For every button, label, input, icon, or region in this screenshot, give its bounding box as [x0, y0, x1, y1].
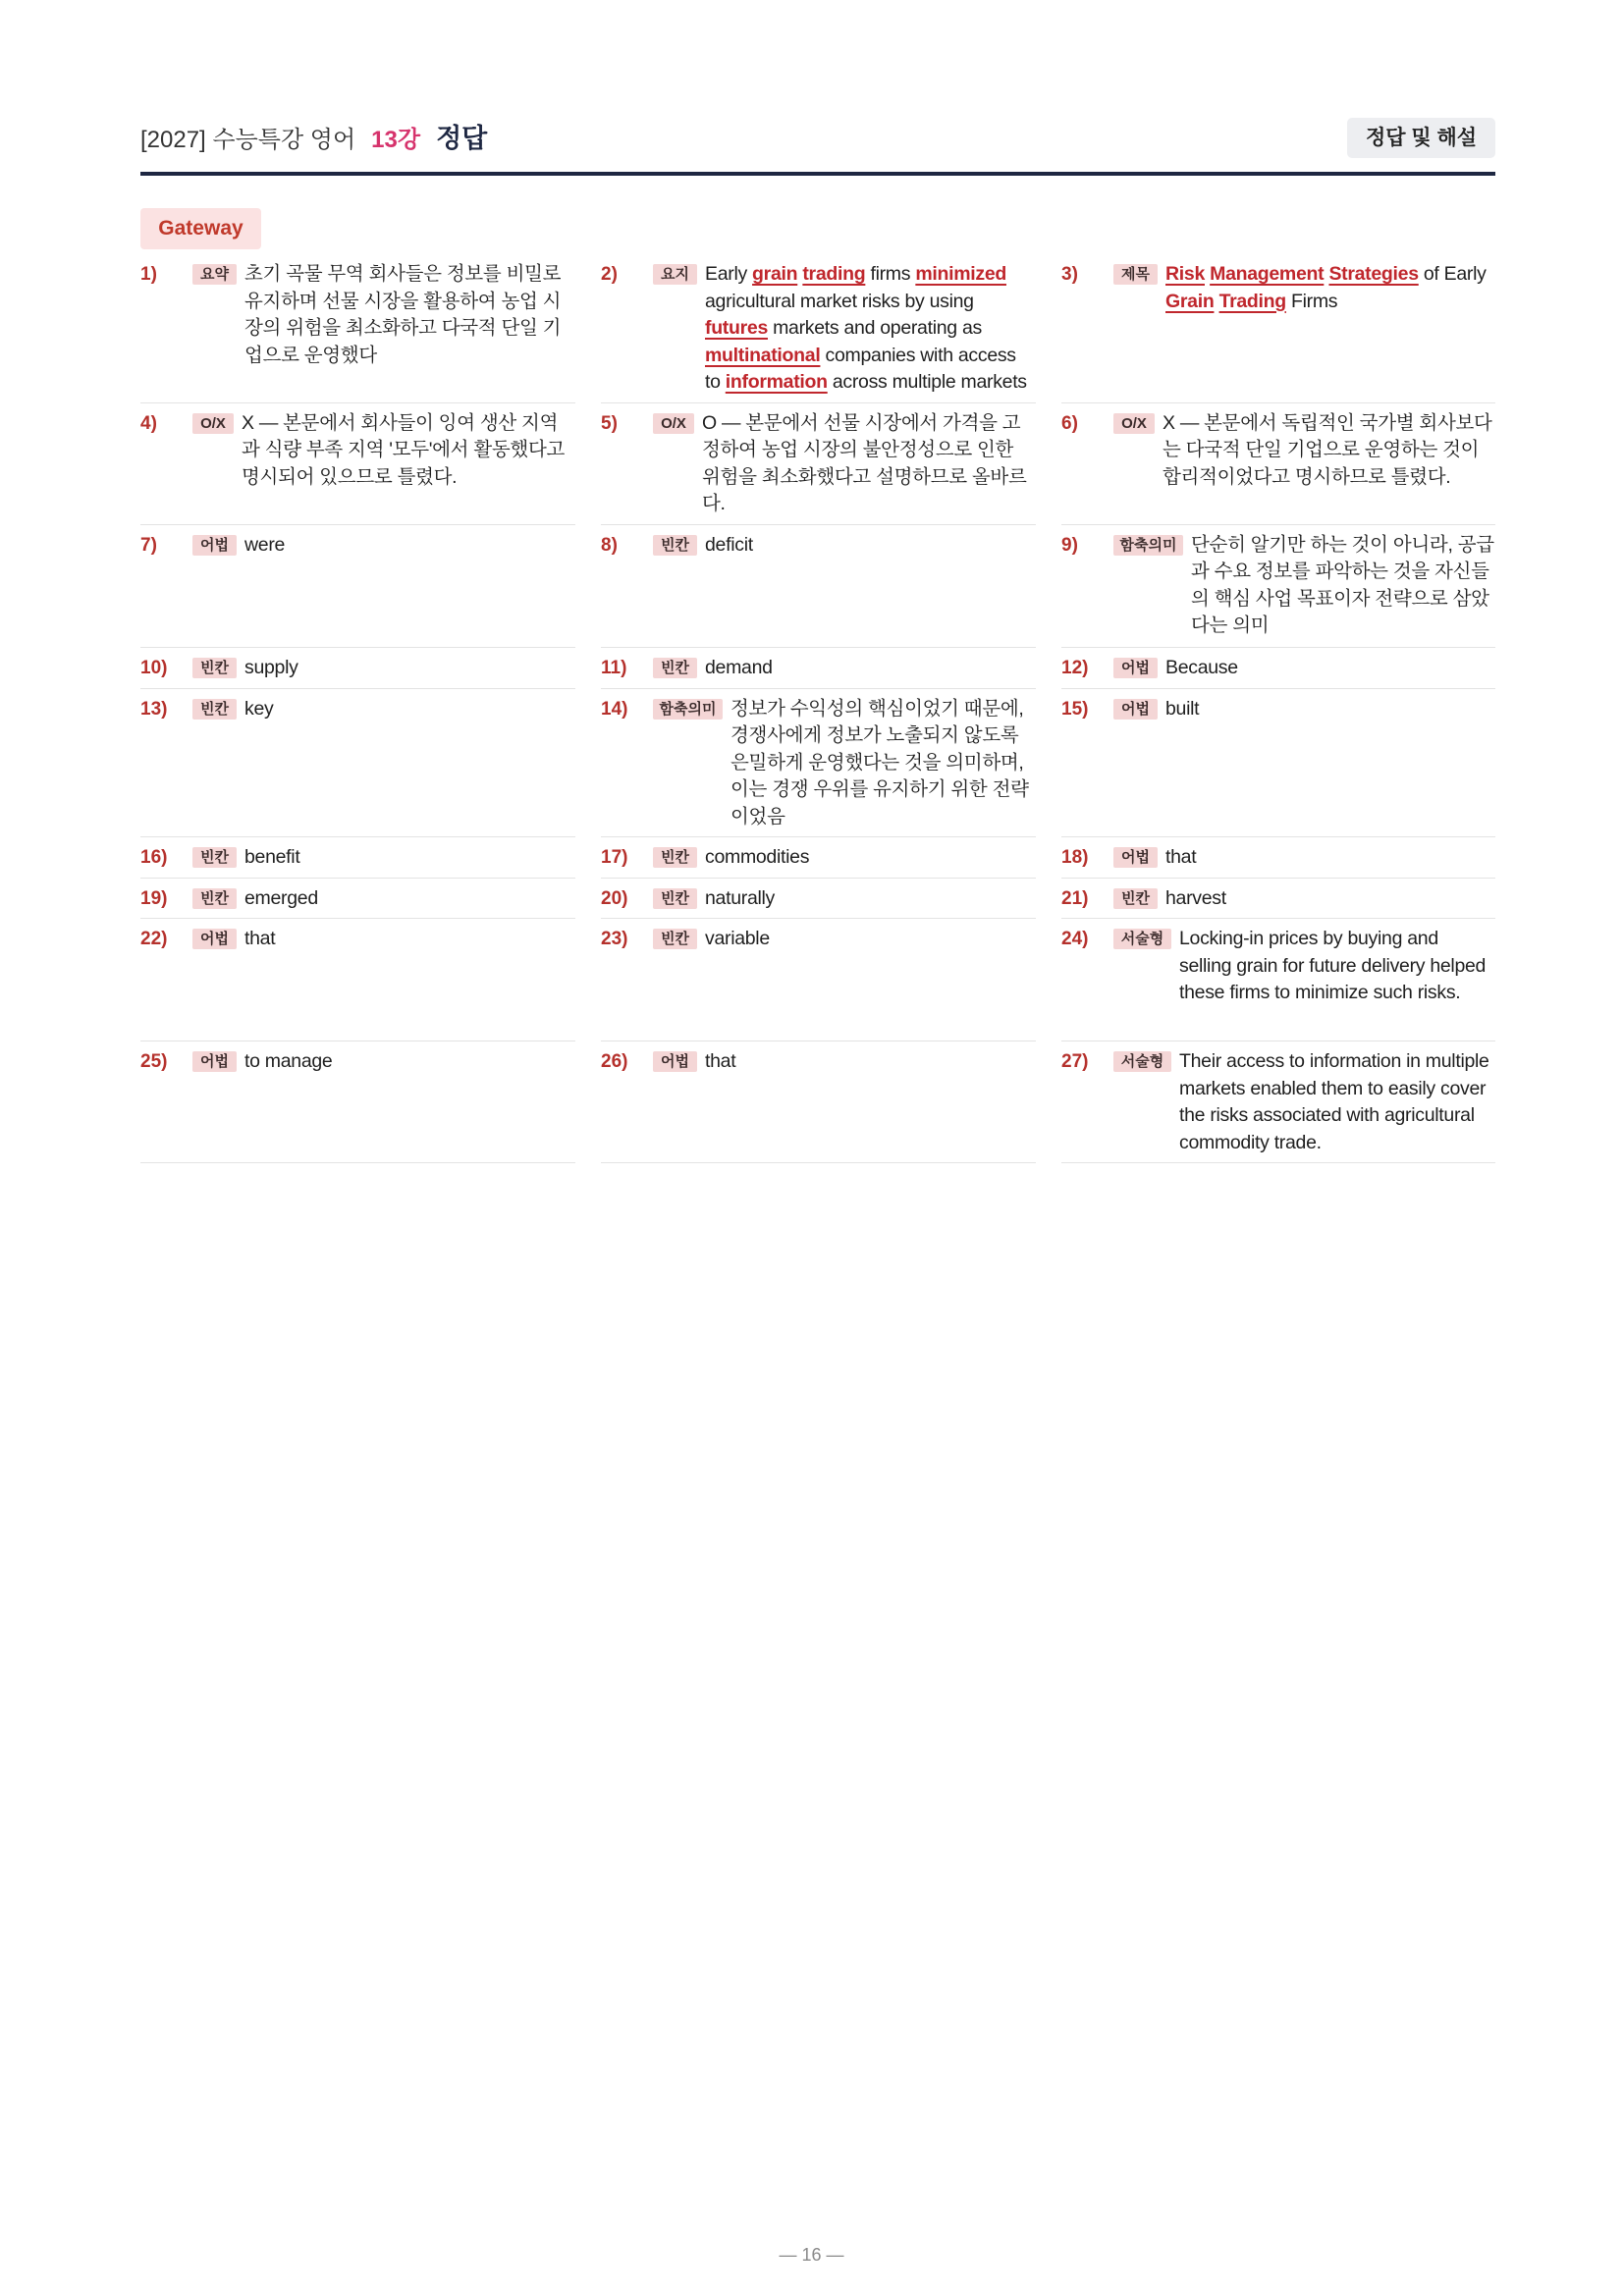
- answer-text: Locking-in prices by buying and selling grain for future delivery helped these firms to minimize such risks.: [1179, 928, 1487, 1003]
- answer-number: 11): [601, 657, 627, 678]
- answer-number: 3): [1061, 264, 1078, 285]
- answer-item-16: [140, 837, 575, 879]
- answer-type-tag: 빈칸: [192, 847, 237, 868]
- highlighted-keyword: Management: [1210, 263, 1325, 285]
- answer-grid: [140, 254, 1495, 1163]
- answer-type-tag: 빈칸: [653, 847, 697, 868]
- answer-number: 15): [1061, 698, 1089, 720]
- answer-text: demand: [705, 656, 773, 678]
- answer-item-13: [140, 689, 575, 838]
- highlighted-keyword: trading: [802, 263, 866, 285]
- answer-text: benefit: [244, 846, 300, 868]
- highlighted-keyword: multinational: [705, 344, 821, 366]
- answer-number: 7): [140, 534, 157, 556]
- answer-item-23: [601, 919, 1036, 1041]
- answer-item-20: [601, 879, 1036, 920]
- answer-text: X — 본문에서 회사들이 잉여 생산 지역과 식량 부족 지역 '모두'에서 활동했다고 명시되어 있으므로 틀렸다.: [242, 411, 566, 488]
- answer-type-tag: 어법: [653, 1051, 697, 1072]
- highlighted-keyword: minimized: [915, 263, 1006, 285]
- answer-number: 5): [601, 412, 618, 434]
- answer-number: 6): [1061, 412, 1078, 434]
- answer-item-17: [601, 837, 1036, 879]
- answer-number: 16): [140, 847, 168, 868]
- answer-number: 2): [601, 264, 618, 285]
- answer-number: 19): [140, 887, 168, 909]
- highlighted-keyword: grain: [752, 263, 798, 285]
- answer-number: 10): [140, 657, 168, 678]
- answer-text-segment: markets and operating as: [768, 317, 982, 339]
- answer-item-8: [601, 525, 1036, 648]
- answer-item-4: [140, 403, 575, 525]
- answer-item-15: [1061, 689, 1495, 838]
- answer-text: 단순히 알기만 하는 것이 아니라, 공급과 수요 정보를 파악하는 것을 자신들의 핵심 사업 목표이자 전략으로 삼았다는 의미: [1191, 533, 1494, 636]
- answer-type-tag: 요지: [653, 264, 697, 285]
- answer-text-segment: Early: [705, 263, 753, 285]
- answer-item-14: [601, 689, 1036, 838]
- answer-text: built: [1165, 697, 1200, 720]
- answer-number: 9): [1061, 534, 1078, 556]
- answer-item-24: [1061, 919, 1495, 1041]
- answer-text: that: [705, 1050, 736, 1072]
- answer-text: were: [244, 533, 286, 556]
- answer-number: 14): [601, 698, 628, 720]
- answer-item-11: [601, 648, 1036, 689]
- answer-text: [705, 261, 1036, 397]
- answer-item-6: [1061, 403, 1495, 525]
- answer-item-9: [1061, 525, 1495, 648]
- answer-item-10: [140, 648, 575, 689]
- highlighted-keyword: Grain: [1165, 290, 1215, 312]
- answer-type-tag: 요약: [192, 264, 237, 285]
- answer-item-18: [1061, 837, 1495, 879]
- answer-number: 20): [601, 887, 628, 909]
- answer-number: 23): [601, 929, 628, 949]
- answer-text-segment: firms: [865, 263, 916, 285]
- answer-text: deficit: [705, 533, 753, 556]
- answer-item-7: [140, 525, 575, 648]
- highlighted-keyword: information: [725, 371, 828, 393]
- answer-text: variable: [705, 928, 770, 949]
- answer-text: naturally: [705, 886, 776, 909]
- exam-series-label: [2027] 수능특강 영어: [140, 127, 356, 153]
- lesson-number: 13강: [371, 127, 421, 153]
- answer-number: 25): [140, 1051, 168, 1072]
- answer-type-tag: 어법: [192, 535, 237, 556]
- answer-type-tag: 빈칸: [653, 535, 697, 556]
- answer-type-tag: 빈칸: [653, 658, 697, 678]
- answer-type-tag: 어법: [192, 929, 237, 949]
- answer-type-tag: 빈칸: [192, 888, 237, 909]
- answer-text: [1165, 261, 1495, 315]
- page-title: 정답: [436, 124, 488, 153]
- answer-type-tag: 빈칸: [653, 888, 697, 909]
- page-header: [140, 120, 487, 157]
- answer-number: 18): [1061, 847, 1089, 868]
- answer-text: 초기 곡물 무역 회사들은 정보를 비밀로 유지하며 선물 시장을 활용하여 농업 시장의 위험을 최소화하고 다국적 단일 기업으로 운영했다: [244, 263, 562, 366]
- answer-item-1: [140, 254, 575, 403]
- answer-type-tag: 서술형: [1113, 1051, 1171, 1072]
- answer-type-tag: 어법: [1113, 658, 1158, 678]
- answer-item-22: [140, 919, 575, 1041]
- page-number: — 16 —: [779, 2245, 844, 2265]
- answer-item-5: [601, 403, 1036, 525]
- answer-type-tag: O/X: [653, 413, 694, 434]
- answer-text-segment: across multiple markets: [827, 371, 1027, 393]
- answer-text: commodities: [705, 846, 810, 868]
- answer-text-segment: of Early: [1418, 263, 1487, 285]
- answer-type-tag: O/X: [192, 413, 234, 434]
- answer-item-19: [140, 879, 575, 920]
- answer-text: that: [1165, 846, 1197, 868]
- answer-type-tag: 빈칸: [192, 699, 237, 720]
- answer-number: 22): [140, 929, 168, 949]
- highlighted-keyword: futures: [705, 317, 768, 339]
- answer-text: 정보가 수익성의 핵심이었기 때문에, 경쟁사에게 정보가 노출되지 않도록 은밀하게 운영했다는 것을 의미하며, 이는 경쟁 우위를 유지하기 위한 전략이었음: [730, 697, 1029, 828]
- answer-number: 21): [1061, 887, 1089, 909]
- answer-item-3: [1061, 254, 1495, 403]
- answer-text: Their access to information in multiple markets enabled them to easily cover the risks associated with agricultural commodity trade.: [1179, 1050, 1489, 1153]
- answer-type-tag: 빈칸: [653, 929, 697, 949]
- highlighted-keyword: Risk: [1165, 263, 1205, 285]
- answer-item-26: [601, 1041, 1036, 1163]
- answer-type-tag: 어법: [1113, 699, 1158, 720]
- answer-number: 1): [140, 264, 157, 285]
- answer-item-27: [1061, 1041, 1495, 1163]
- answer-number: 8): [601, 534, 618, 556]
- answer-type-tag: O/X: [1113, 413, 1155, 434]
- answer-number: 4): [140, 412, 157, 434]
- answer-number: 17): [601, 847, 628, 868]
- answer-text: supply: [244, 656, 298, 678]
- answer-item-25: [140, 1041, 575, 1163]
- answer-number: 13): [140, 698, 168, 720]
- answer-number: 12): [1061, 657, 1089, 678]
- answer-key-badge: 정답 및 해설: [1347, 118, 1495, 158]
- answer-number: 27): [1061, 1051, 1089, 1072]
- answer-type-tag: 제목: [1113, 264, 1158, 285]
- answer-type-tag: 어법: [1113, 847, 1158, 868]
- answer-type-tag: 어법: [192, 1051, 237, 1072]
- answer-item-12: [1061, 648, 1495, 689]
- answer-text-segment: agricultural market risks by using: [705, 290, 974, 312]
- answer-type-tag: 서술형: [1113, 929, 1171, 949]
- answer-type-tag: 함축의미: [653, 699, 723, 720]
- answer-type-tag: 빈칸: [192, 658, 237, 678]
- highlighted-keyword: Strategies: [1328, 263, 1419, 285]
- answer-text-segment: companies with access to: [705, 344, 1016, 393]
- answer-item-21: [1061, 879, 1495, 920]
- answer-type-tag: 빈칸: [1113, 888, 1158, 909]
- highlighted-keyword: Trading: [1218, 290, 1286, 312]
- answer-type-tag: 함축의미: [1113, 535, 1183, 556]
- answer-text: that: [244, 928, 276, 949]
- answer-text: harvest: [1165, 886, 1226, 909]
- answer-item-2: [601, 254, 1036, 403]
- answer-text: X — 본문에서 독립적인 국가별 회사보다는 다국적 단일 기업으로 운영하는 것이 합리적이었다고 명시하므로 틀렸다.: [1163, 411, 1492, 488]
- header-rule: [140, 172, 1495, 176]
- answer-text: emerged: [244, 886, 318, 909]
- section-label-gateway: Gateway: [140, 208, 261, 249]
- answer-text: to manage: [244, 1050, 333, 1072]
- answer-text: key: [244, 697, 274, 720]
- answer-number: 26): [601, 1051, 628, 1072]
- answer-number: 24): [1061, 929, 1089, 949]
- answer-text: Because: [1165, 656, 1238, 678]
- answer-text: O — 본문에서 선물 시장에서 가격을 고정하여 농업 시장의 불안정성으로 인한 위험을 최소화했다고 설명하므로 올바르다.: [702, 411, 1027, 514]
- answer-text-segment: Firms: [1285, 290, 1338, 312]
